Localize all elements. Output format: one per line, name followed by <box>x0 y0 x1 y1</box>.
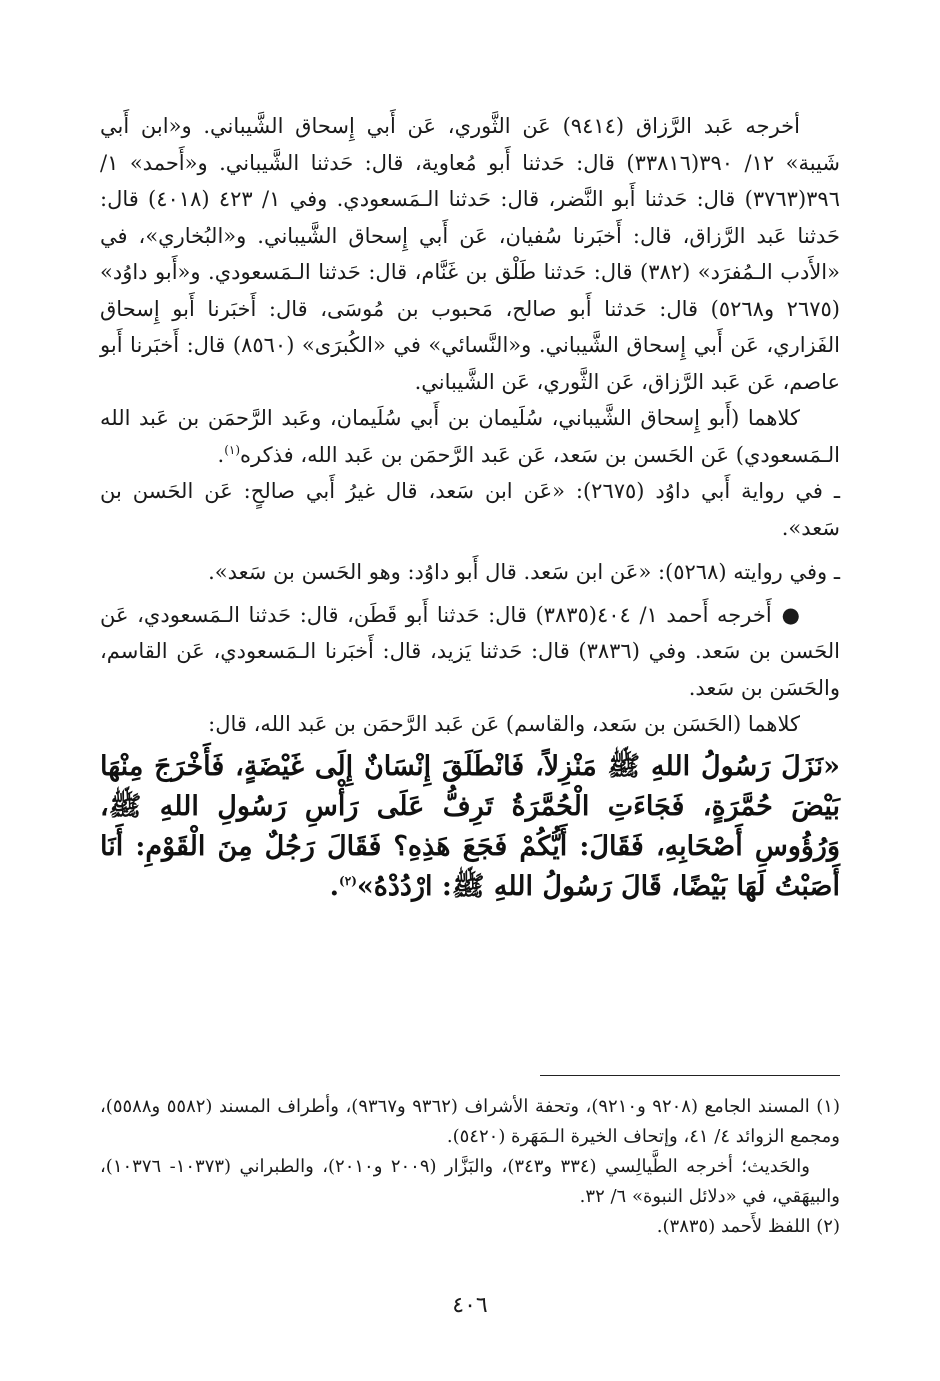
paragraph-kilahuma-1 <box>100 400 840 473</box>
paragraph-riwaya-5268: ـ وفي روايته (٥٢٦٨): «عَن ابن سَعد. قال أَبو داوُد: وهو الحَسن بن سَعد». <box>208 560 840 584</box>
footnotes <box>100 1092 840 1242</box>
footnote-2: (٢) اللفظ لأَحمد (٣٨٣٥). <box>656 1216 840 1237</box>
bullet-icon: ● <box>781 602 800 627</box>
paragraph-kilahuma-2: كلاهما (الحَسَن بن سَعد، والقاسم) عَن عَبد الرَّحمَن بن عَبد الله، قال: <box>208 712 800 736</box>
footnote-divider <box>540 1075 840 1076</box>
hadith-end: . <box>329 870 340 902</box>
footnote-1: (١) المسند الجامع (٩٢٠٨ و٩٢١٠)، وتحفة الأشراف (٩٣٦٢ و٩٣٦٧)، وأطراف المسند (٥٥٨٢ و٥٥٨٨)، ومجمع الزوائد ٤/ ٤١، وإتحاف الخيرة الـمَهَرة (٥٤٢٠). <box>100 1096 840 1147</box>
footnote-ref-2[interactable]: (٢) <box>339 873 357 888</box>
paragraph-kilahuma-1-text: كلاهما (أَبو إِسحاق الشَّيباني، سُلَيمان بن أَبي سُلَيمان، وعَبد الرَّحمَن بن عَبد الله الـمَسعودي) عَن الحَسن بن سَعد، عَن عَبد الرَّحمَن بن عَبد الله، فذكره <box>100 406 840 467</box>
page-number: ٤٠٦ <box>452 1293 488 1318</box>
paragraph-takhrij-ahmad-text: أَخرجه أَحمد ١/ ٤٠٤(٣٨٣٥) قال: حَدثنا أَبو قَطَن، قال: حَدثنا الـمَسعودي، عَن الحَسن بن سَعد. وفي (٣٨٣٦) قال: حَدثنا يَزيد، قال: أَخبَرنا الـمَسعودي، عَن القاسم، والحَسَن بن سَعد. <box>100 602 840 700</box>
footnote-ref-1[interactable]: (١) <box>224 442 241 457</box>
paragraph-takhrij-ahmad <box>100 597 840 707</box>
hadith-matn: «نَزَلَ رَسُولُ اللهِ ﷺ مَنْزِلاً، فَانْطَلَقَ إِنْسَانٌ إِلَى غَيْضَةٍ، فَأَخْرَجَ مِنْهَا بَيْضَ حُمَّرَةٍ، فَجَاءَتِ الْحُمَّرَةُ تَرِفُّ عَلَى رَأْسِ رَسُولِ اللهِ ﷺ، وَرُؤُوسِ أَصْحَابِهِ، فَقَالَ: أَيُّكُمْ فَجَعَ هَذِهِ؟ فَقَالَ رَجُلٌ مِنَ الْقَوْمِ: أَنَا أَصَبْتُ لَهَا بَيْضًا، قَالَ رَسُولُ اللهِ ﷺ: ارْدُدْهُ» <box>100 750 840 902</box>
paragraph-takhrij-1: أخرجه عَبد الرَّزاق (٩٤١٤) عَن الثَّوري، عَن أَبي إِسحاق الشَّيباني. و«ابن أَبي شَيبة» ١٢/ ٣٩٠(٣٣٨١٦) قال: حَدثنا أَبو مُعاوية، قال: حَدثنا الشَّيباني. و«أَحمد» ١/ ٣٩٦(٣٧٦٣) قال: حَدثنا أَبو النَّضر، قال: حَدثنا الـمَسعودي. وفي ١/ ٤٢٣ (٤٠١٨) قال: حَدثنا عَبد الرَّزاق، قال: أَخبَرنا سُفيان، عَن أَبي إِسحاق الشَّيباني. و«البُخاري»، في «الأَدب الـمُفرَد» (٣٨٢) قال: حَدثنا طَلْق بن غَنَّام، قال: حَدثنا الـمَسعودي. و«أَبو داوُد» (٢٦٧٥ و٥٢٦٨) قال: حَدثنا أَبو صالح، مَحبوب بن مُوسَى، قال: أَخبَرنا أَبو إِسحاق الفَزاري، عَن أَبي إِسحاق الشَّيباني. و«النَّسائي» في «الكُبرَى» (٨٥٦٠) قال: أَخبَرنا أَبو عاصم، عَن عَبد الرَّزاق، عَن الثَّوري، عَن الشَّيباني. <box>100 114 841 394</box>
hadith-text <box>100 747 840 907</box>
main-text <box>100 108 840 907</box>
paragraph-kilahuma-1-end: . <box>217 442 225 467</box>
paragraph-riwaya-abi-dawud: ـ في رواية أَبي داوُد (٢٦٧٥): «عَن ابن سَعد، قال غيرُ أَبي صالحٍ: عَن الحَسن بن سَعد». <box>100 479 840 540</box>
footnote-1-continued: والحَديث؛ أخرجه الطَّيالِسي (٣٣٤ و٣٤٣)، والبَزَّار (٢٠٠٩ و٢٠١٠)، والطبراني (١٠٣٧٣- ١٠٣٧٦)، والبيهَقي، في «دلائل النبوة» ٦/ ٣٢. <box>100 1156 840 1207</box>
